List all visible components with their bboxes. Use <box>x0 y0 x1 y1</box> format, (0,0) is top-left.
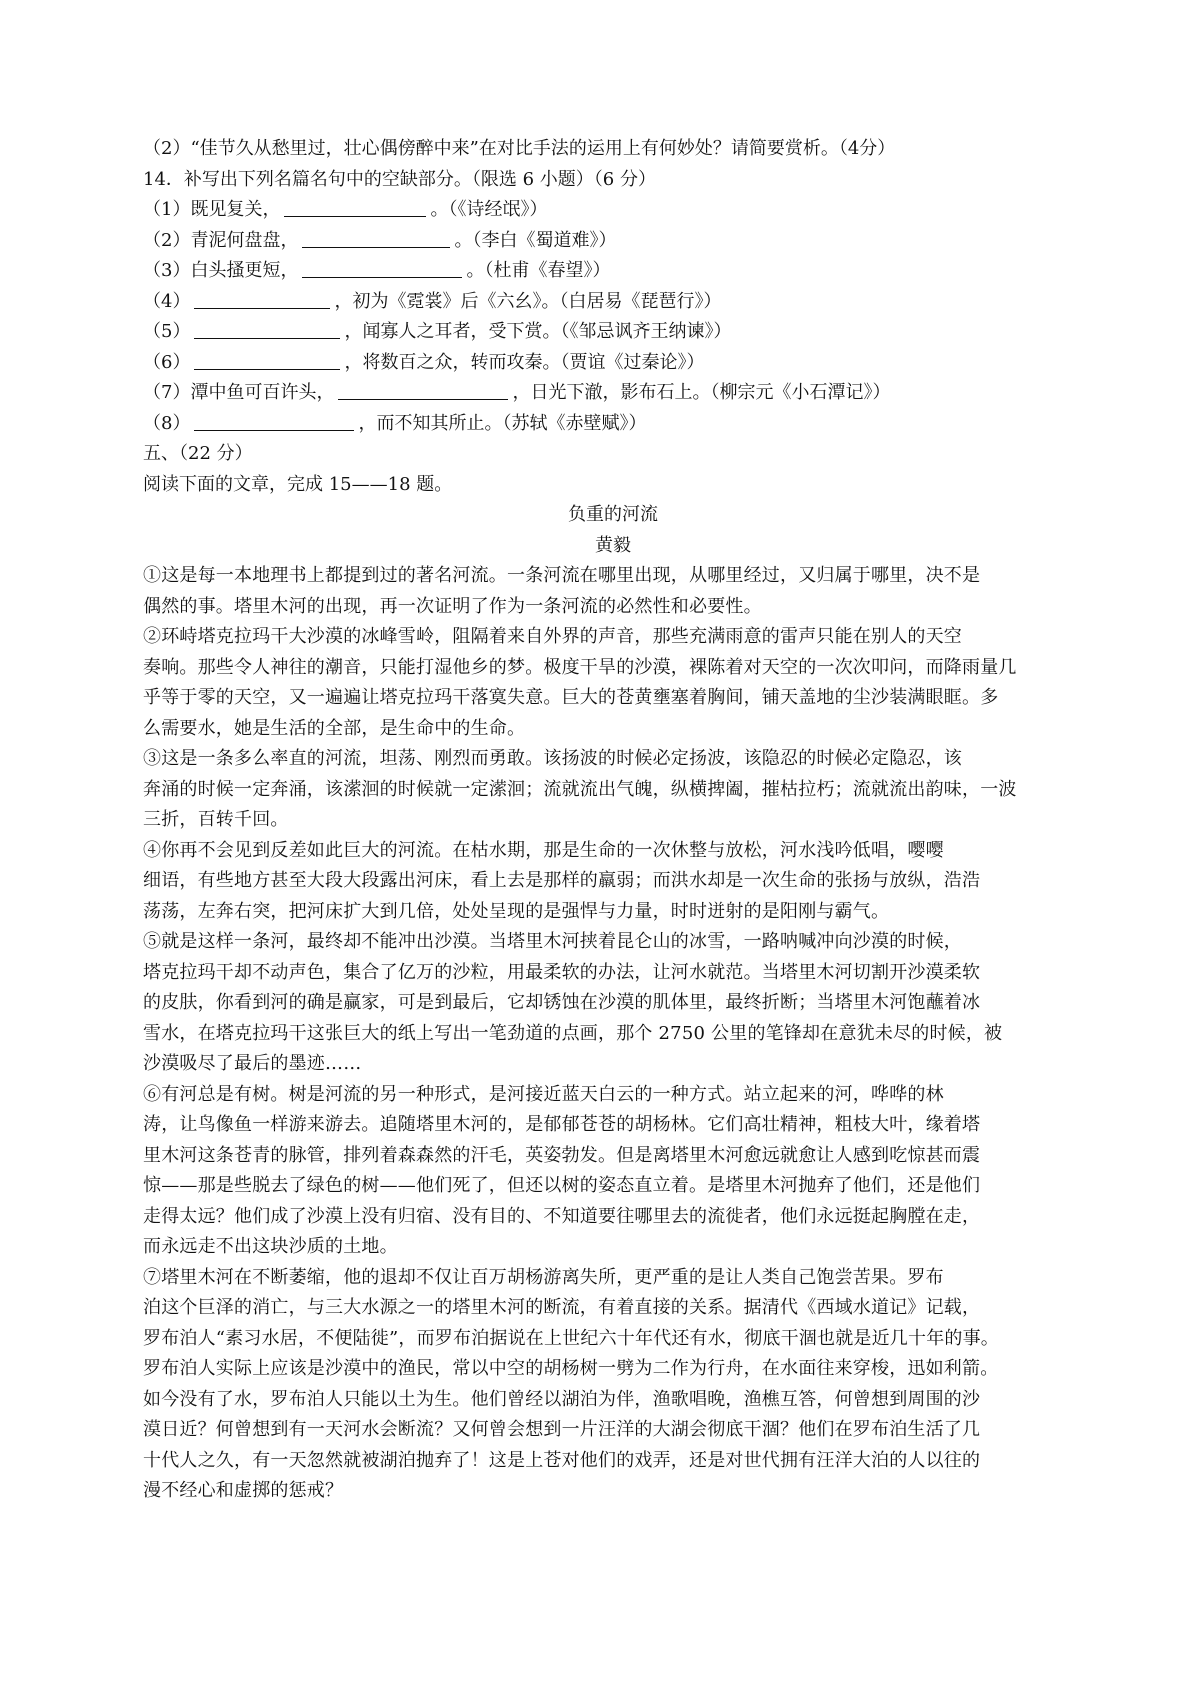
answer-blank[interactable] <box>302 229 450 248</box>
article-line: 而永远走不出这块沙质的土地。 <box>143 1236 398 1257</box>
article-line: 塔克拉玛干却不动声色，集合了亿万的沙粒，用最柔软的办法，让河水就范。当塔里木河切割开沙漠柔软 <box>143 961 981 983</box>
answer-blank[interactable] <box>302 259 462 278</box>
fill-item-2: （2）青泥何盘盘， 。（李白《蜀道难》） <box>143 229 617 251</box>
article-line: 惊——那是些脱去了绿色的树——他们死了，但还以树的姿态直立着。是塔里木河抛弃了他们，还是他们 <box>143 1175 981 1196</box>
article-line: ③这是一条多么率直的河流，坦荡、刚烈而勇敢。该扬波的时候必定扬波，该隐忍的时候必定隐忍，该 <box>143 748 962 769</box>
article-line: 细语，有些地方甚至大段大段露出河床，看上去是那样的羸弱；而洪水却是一次生命的张扬与放纵，浩浩 <box>143 870 981 891</box>
answer-blank[interactable] <box>284 198 426 217</box>
article-line: ⑦塔里木河在不断萎缩，他的退却不仅让百万胡杨游离失所，更严重的是让人类自己饱尝苦果。罗布 <box>143 1266 944 1288</box>
article-line: 偶然的事。塔里木河的出现，再一次证明了作为一条河流的必然性和必要性。 <box>143 595 762 617</box>
article-body <box>143 561 1083 1507</box>
article-line: 如今没有了水，罗布泊人只能以土为生。他们曾经以湖泊为伴，渔歌唱晚，渔樵互答，何曾想到周围的沙 <box>143 1388 981 1410</box>
article-line: ②环峙塔克拉玛干大沙漠的冰峰雪岭，阻隔着来自外界的声音，那些充满雨意的雷声只能在别人的天空 <box>143 626 962 647</box>
answer-blank[interactable] <box>194 412 354 431</box>
article-line: 涛，让鸟像鱼一样游来游去。追随塔里木河的，是郁郁苍苍的胡杨林。它们高壮精神，粗枝大叶，缘着塔 <box>143 1114 981 1135</box>
answer-blank[interactable] <box>338 381 508 400</box>
section-5-instruction: 阅读下面的文章，完成 15——18 题。 <box>143 473 453 495</box>
article-line: 雪水，在塔克拉玛干这张巨大的纸上写出一笔劲道的点画，那个 2750 公里的笔锋却在意犹未尽的时候，被 <box>143 1022 1003 1044</box>
article-line: 么需要水，她是生活的全部，是生命中的生命。 <box>143 717 526 739</box>
question-13-2: （2）“佳节久从愁里过，壮心偶傍醉中来”在对比手法的运用上有何妙处？请简要赏析。（4分） <box>143 138 896 159</box>
article-line: 奔涌的时候一定奔涌，该潆洄的时候就一定潆洄；流就流出气魄，纵横捭阖，摧枯拉朽；流就流出韵味，一波 <box>143 778 1017 800</box>
article-line: ⑥有河总是有树。树是河流的另一种形式，是河接近蓝天白云的一种方式。站立起来的河，哗哗的林 <box>143 1083 944 1105</box>
fill-item-4: （4） ，初为《霓裳》后《六幺》。（白居易《琵琶行》） <box>143 290 722 312</box>
article-line: ⑤就是这样一条河，最终却不能冲出沙漠。当塔里木河挟着昆仑山的冰雪，一路呐喊冲向沙漠的时候， <box>143 931 962 952</box>
fill-item-1: （1）既见复关， 。（《诗经氓》） <box>143 199 548 220</box>
article-line: 里木河这条苍青的脉管，排列着森森然的汗毛，英姿勃发。但是离塔里木河愈远就愈让人感到吃惊甚而震 <box>143 1144 981 1166</box>
article-author: 黄毅 <box>595 534 631 556</box>
question-14-heading: 14．补写出下列名篇名句中的空缺部分。（限选 6 小题）（6 分） <box>143 168 656 190</box>
article-line: ④你再不会见到反差如此巨大的河流。在枯水期，那是生命的一次休整与放松，河水浅吟低唱，嘤嘤 <box>143 839 944 861</box>
article-line: 荡荡，左奔右突，把河床扩大到几倍，处处呈现的是强悍与力量，时时迸射的是阳刚与霸气。 <box>143 900 890 922</box>
fill-item-6: （6） ，将数百之众，转而攻秦。（贾谊《过秦论》） <box>143 351 705 373</box>
answer-blank[interactable] <box>194 290 330 309</box>
article-line: 走得太远？他们成了沙漠上没有归宿、没有目的、不知道要往哪里去的流徙者，他们永远挺起胸膛在走， <box>143 1205 981 1227</box>
article-line: 漠日近？何曾想到有一天河水会断流？又何曾会想到一片汪洋的大湖会彻底干涸？他们在罗布泊生活了几 <box>143 1419 981 1440</box>
article-line: 的皮肤，你看到河的确是赢家，可是到最后，它却锈蚀在沙漠的肌体里，最终折断；当塔里木河饱蘸着冰 <box>143 992 981 1013</box>
article-line: 乎等于零的天空，又一遍遍让塔克拉玛干落寞失意。巨大的苍黄壅塞着胸间，铺天盖地的尘沙装满眼眶。多 <box>143 687 999 708</box>
article-line: 漫不经心和虚掷的惩戒？ <box>143 1480 344 1501</box>
article-title: 负重的河流 <box>568 504 658 525</box>
article-line: 泊这个巨泽的消亡，与三大水源之一的塔里木河的断流，有着直接的关系。据清代《西域水道记》记载， <box>143 1297 981 1318</box>
fill-item-5: （5） ，闻寡人之耳者，受下赏。（《邹忌讽齐王纳谏》） <box>143 321 732 342</box>
article-line: 沙漠吸尽了最后的墨迹…… <box>143 1053 362 1074</box>
answer-blank[interactable] <box>194 351 340 370</box>
article-line: 奏响。那些令人神往的潮音，只能打湿他乡的梦。极度干旱的沙漠，裸陈着对天空的一次次叩问，而降雨量几 <box>143 656 1017 678</box>
article-line: 十代人之久，有一天忽然就被湖泊抛弃了！这是上苍对他们的戏弄，还是对世代拥有汪洋大泊的人以往的 <box>143 1449 981 1471</box>
answer-blank[interactable] <box>194 320 340 339</box>
article-line: 罗布泊人实际上应该是沙漠中的渔民，常以中空的胡杨树一劈为二作为行舟，在水面往来穿梭，迅如利箭。 <box>143 1358 999 1379</box>
section-5-heading: 五、（22 分） <box>143 443 253 464</box>
exam-page <box>143 134 1083 1507</box>
article-line: 三折，百转千回。 <box>143 809 289 830</box>
fill-item-7: （7）潭中鱼可百许头， ，日光下澈，影布石上。（柳宗元《小石潭记》） <box>143 382 891 403</box>
article-line: ①这是每一本地理书上都提到过的著名河流。一条河流在哪里出现，从哪里经过，又归属于哪里，决不是 <box>143 565 981 586</box>
fill-item-3: （3）白头搔更短， 。（杜甫《春望》） <box>143 260 611 281</box>
article-line: 罗布泊人“素习水居，不便陆徙”，而罗布泊据说在上世纪六十年代还有水，彻底干涸也就是近几十年的事。 <box>143 1327 999 1349</box>
fill-item-8: （8） ，而不知其所止。（苏轼《赤壁赋》） <box>143 412 647 434</box>
